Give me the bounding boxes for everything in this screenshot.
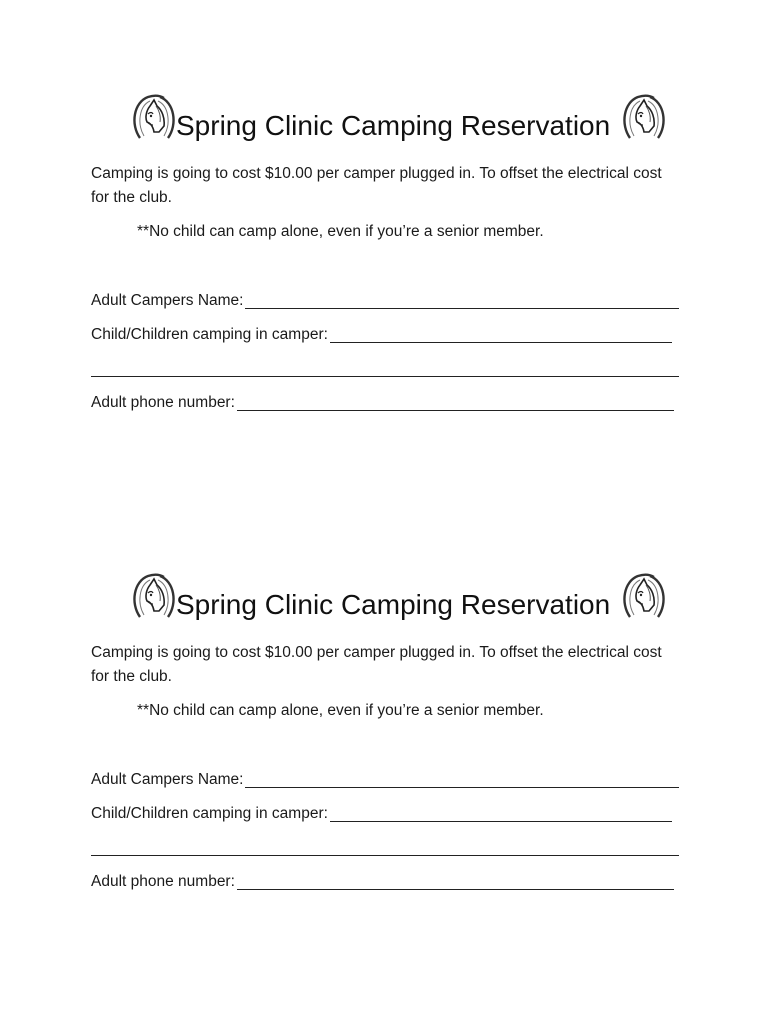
phone-field[interactable] xyxy=(91,870,674,894)
children-continuation-field[interactable] xyxy=(91,836,679,860)
children-label: Child/Children camping in camper: xyxy=(91,805,328,822)
children-blank[interactable] xyxy=(330,803,672,822)
phone-blank[interactable] xyxy=(237,871,674,890)
horse-horseshoe-icon xyxy=(622,571,666,623)
children-field[interactable] xyxy=(91,323,672,347)
horse-horseshoe-icon xyxy=(132,92,176,144)
form-header xyxy=(132,90,672,150)
children-field[interactable] xyxy=(91,802,672,826)
form-header xyxy=(132,569,672,629)
child-note: **No child can camp alone, even if you’re a senior member. xyxy=(137,223,544,240)
child-note: **No child can camp alone, even if you’re a senior member. xyxy=(137,702,544,719)
phone-label: Adult phone number: xyxy=(91,394,235,411)
phone-field[interactable] xyxy=(91,391,674,415)
reservation-form-top xyxy=(0,90,770,490)
horse-horseshoe-icon xyxy=(132,571,176,623)
adult-name-blank[interactable] xyxy=(245,769,679,788)
adult-name-blank[interactable] xyxy=(245,290,679,309)
cost-paragraph: Camping is going to cost $10.00 per camper plugged in. To offset the electrical cost for the club. xyxy=(91,644,662,685)
horse-horseshoe-icon xyxy=(622,92,666,144)
adult-name-label: Adult Campers Name: xyxy=(91,292,244,309)
children-continuation-blank[interactable] xyxy=(91,358,679,377)
adult-name-field[interactable] xyxy=(91,768,679,792)
children-continuation-blank[interactable] xyxy=(91,837,679,856)
children-blank[interactable] xyxy=(330,324,672,343)
reservation-form-bottom xyxy=(0,569,770,969)
children-continuation-field[interactable] xyxy=(91,357,679,381)
form-title: Spring Clinic Camping Reservation xyxy=(176,110,611,141)
phone-blank[interactable] xyxy=(237,392,674,411)
adult-name-field[interactable] xyxy=(91,289,679,313)
cost-paragraph: Camping is going to cost $10.00 per camper plugged in. To offset the electrical cost for the club. xyxy=(91,165,662,206)
phone-label: Adult phone number: xyxy=(91,873,235,890)
adult-name-label: Adult Campers Name: xyxy=(91,771,244,788)
form-title: Spring Clinic Camping Reservation xyxy=(176,589,611,620)
children-label: Child/Children camping in camper: xyxy=(91,326,328,343)
